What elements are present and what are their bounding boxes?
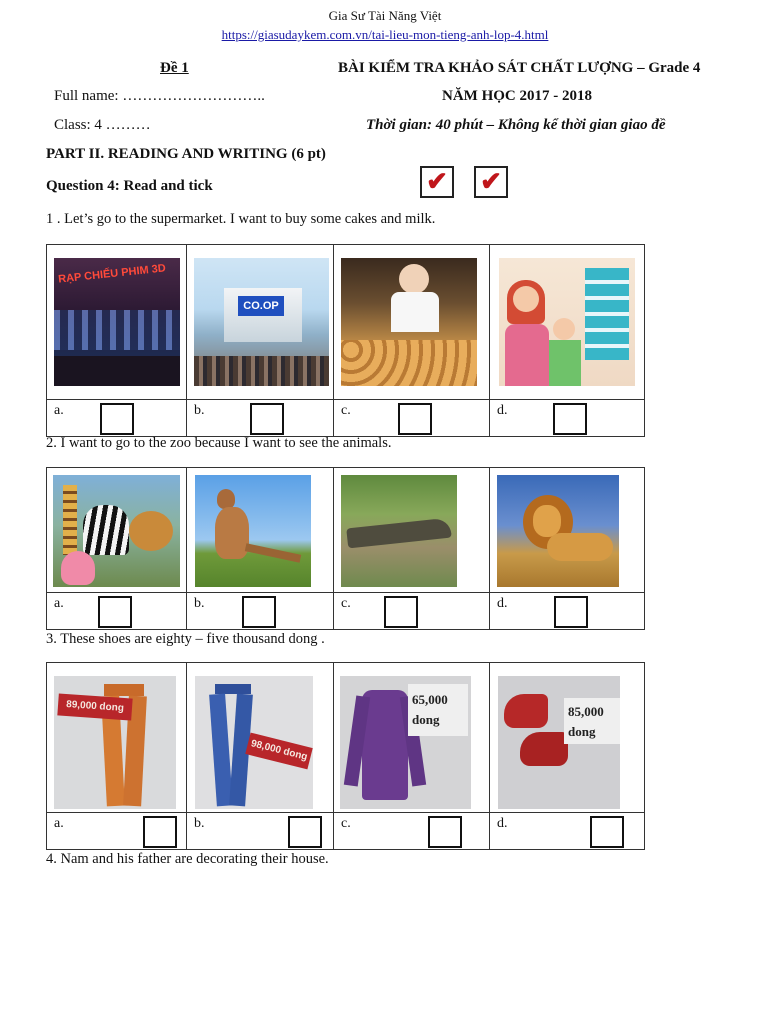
tick-mark-icon: ✔ [426, 167, 448, 196]
item-1-option-d-image-cell [490, 245, 645, 400]
item-2-option-d [490, 593, 645, 630]
item-1-option-b [187, 400, 334, 437]
site-url [0, 27, 770, 43]
exam-time: Thời gian: 40 phút – Không kể thời gian giao đề [366, 117, 666, 133]
item-1-option-b-image-cell [187, 245, 334, 400]
item-1-option-b-answer-box[interactable] [250, 403, 284, 435]
option-letter: a. [54, 816, 64, 831]
class-field: Class: 4 ……… [54, 117, 151, 133]
sweater-picture [340, 676, 471, 809]
exam-number: Đề 1 [160, 60, 189, 76]
option-letter: d. [497, 816, 508, 831]
tick-mark-icon: ✔ [480, 167, 502, 196]
trousers-picture [54, 676, 176, 809]
item-4-sentence: 4. Nam and his father are decorating their house. [46, 851, 329, 867]
zoo-animals-picture [53, 475, 180, 587]
question-heading: Question 4: Read and tick [46, 178, 213, 194]
price-tag-a: 89,000 dong [57, 693, 132, 720]
item-3-option-c-image-cell [334, 663, 490, 813]
school-year: NĂM HỌC 2017 - 2018 [442, 88, 592, 104]
item-2-option-c [334, 593, 490, 630]
shoes-picture [498, 676, 620, 809]
option-letter: b. [194, 596, 205, 611]
item-3-option-b [187, 813, 334, 850]
item-1-option-a-image-cell [47, 245, 187, 400]
item-2-option-b-image-cell [187, 468, 334, 593]
cinema-photo [54, 258, 180, 386]
tick-example-box-2 [474, 166, 508, 198]
item-3-table [46, 662, 645, 850]
item-2-option-b [187, 593, 334, 630]
item-3-option-c [334, 813, 490, 850]
full-name-field: Full name: ……………………….. [54, 88, 265, 104]
item-3-option-b-image-cell [187, 663, 334, 813]
item-1-option-a [47, 400, 187, 437]
supermarket-photo [194, 258, 329, 386]
price-tag-d: 85,000 dong [564, 698, 620, 744]
option-letter: d. [497, 596, 508, 611]
option-letter: a. [54, 596, 64, 611]
item-1-option-d-answer-box[interactable] [553, 403, 587, 435]
item-2-option-c-answer-box[interactable] [384, 596, 418, 628]
item-2-option-a-answer-box[interactable] [98, 596, 132, 628]
kangaroo-picture [195, 475, 311, 587]
item-3-option-c-answer-box[interactable] [428, 816, 462, 848]
item-2-option-c-image-cell [334, 468, 490, 593]
item-1-table [46, 244, 645, 437]
item-1-sentence: 1 . Let’s go to the supermarket. I want to buy some cakes and milk. [46, 211, 436, 227]
item-1-option-c-image-cell [334, 245, 490, 400]
exam-title: BÀI KIỂM TRA KHẢO SÁT CHẤT LƯỢNG – Grade 4 [338, 60, 701, 76]
item-2-option-b-answer-box[interactable] [242, 596, 276, 628]
item-2-option-a [47, 593, 187, 630]
pharmacy-cartoon [499, 258, 635, 386]
option-letter: c. [341, 816, 351, 831]
tick-example-box-1 [420, 166, 454, 198]
item-3-option-d [490, 813, 645, 850]
coop-sign: CO.OP [238, 296, 284, 316]
price-tag-c: 65,000 dong [408, 684, 468, 736]
option-letter: c. [341, 596, 351, 611]
item-3-option-d-answer-box[interactable] [590, 816, 624, 848]
item-3-sentence: 3. These shoes are eighty – five thousand dong . [46, 631, 325, 647]
item-1-option-d [490, 400, 645, 437]
item-2-option-a-image-cell [47, 468, 187, 593]
item-1-option-a-answer-box[interactable] [100, 403, 134, 435]
item-2-option-d-image-cell [490, 468, 645, 593]
item-3-option-b-answer-box[interactable] [288, 816, 322, 848]
lion-picture [497, 475, 619, 587]
item-1-option-c-answer-box[interactable] [398, 403, 432, 435]
item-3-option-a-answer-box[interactable] [143, 816, 177, 848]
part-heading: PART II. READING AND WRITING (6 pt) [46, 146, 326, 162]
bakery-photo [341, 258, 477, 386]
item-3-option-d-image-cell [490, 663, 645, 813]
jeans-picture [195, 676, 313, 809]
item-2-sentence: 2. I want to go to the zoo because I want to see the animals. [46, 435, 392, 451]
item-3-option-a [47, 813, 187, 850]
item-3-option-a-image-cell [47, 663, 187, 813]
price-tag-b: 98,000 dong [245, 733, 312, 770]
site-url-link[interactable]: https://giasudaykem.com.vn/tai-lieu-mon-tieng-anh-lop-4.html [221, 27, 549, 42]
item-2-option-d-answer-box[interactable] [554, 596, 588, 628]
option-letter: c. [341, 403, 351, 418]
option-letter: d. [497, 403, 508, 418]
site-title: Gia Sư Tài Năng Việt [328, 8, 442, 23]
option-letter: b. [194, 816, 205, 831]
item-1-option-c [334, 400, 490, 437]
cinema-sign: RẠP CHIẾU PHIM 3D [57, 262, 167, 286]
option-letter: b. [194, 403, 205, 418]
item-2-table [46, 467, 645, 630]
crocodile-picture [341, 475, 457, 587]
option-letter: a. [54, 403, 64, 418]
